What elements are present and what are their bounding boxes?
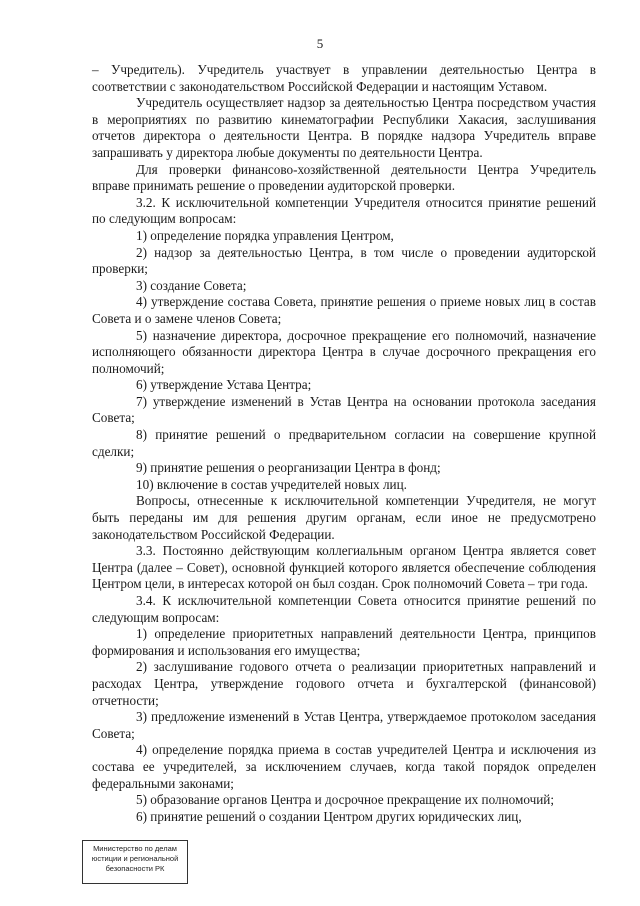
paragraph: – Учредитель). Учредитель участвует в управлении деятельностью Центра в соответствии с законодательством Российской Федерации и настоящим Уставом. (92, 62, 596, 94)
list-item: 6) утверждение Устава Центра; (136, 377, 312, 393)
ministry-stamp (82, 840, 188, 884)
list-item: 5) образование органов Центра и досрочное прекращение их полномочий; (136, 792, 554, 808)
list-item: 3) создание Совета; (136, 277, 247, 293)
list-item: 4) утверждение состава Совета, принятие решения о приеме новых лиц в состав Совета и о замене членов Совета; (92, 294, 596, 326)
list-item: 2) заслушивание годового отчета о реализации приоритетных направлений и расходах Центра, утверждение годового отчета и бухгалтерской (финансовой) отчетности; (92, 659, 596, 708)
paragraph: 3.4. К исключительной компетенции Совета относится принятие решений по следующим вопросам: (92, 593, 596, 625)
list-item: 10) включение в состав учредителей новых лиц. (136, 476, 407, 492)
document-body (92, 62, 596, 825)
list-item: 4) определение порядка приема в состав учредителей Центра и исключения из состава ее учредителей, за исключением случаев, когда такой порядок определен федеральными законами; (92, 742, 596, 791)
paragraph: Вопросы, отнесенные к исключительной компетенции Учредителя, не могут быть переданы им для решения другим органам, если иное не предусмотрено законодательством Российской Федерации. (92, 493, 596, 542)
paragraph: Учредитель осуществляет надзор за деятельностью Центра посредством участия в мероприятиях по развитию кинематографии Республики Хакасия, заслушивания отчетов директора о деятельности Центра. В порядке надзора Учредитель вправе запрашивать у директора любые документы по деятельности Центра. (92, 95, 596, 160)
paragraph: Для проверки финансово-хозяйственной деятельности Центра Учредитель вправе принимать решение о проведении аудиторской проверки. (92, 161, 596, 194)
list-item: 6) принятие решений о создании Центром других юридических лиц, (136, 808, 522, 824)
list-item: 1) определение приоритетных направлений деятельности Центра, принципов формирования и использования его имущества; (92, 626, 596, 658)
paragraph: 3.3. Постоянно действующим коллегиальным органом Центра является совет Центра (далее – Совет), основной функцией которого является обеспечение соблюдения Центром цели, в интересах которой он был создан. Срок полномочий Совета – три года. (92, 543, 596, 592)
list-item: 7) утверждение изменений в Устав Центра на основании протокола заседания Совета; (92, 393, 596, 426)
stamp-line: юстиции и региональной (91, 854, 179, 863)
list-item: 9) принятие решения о реорганизации Центра в фонд; (136, 460, 441, 476)
list-item: 8) принятие решений о предварительном согласии на совершение крупной сделки; (92, 427, 596, 459)
paragraph: 3.2. К исключительной компетенции Учредителя относится принятие решений по следующим вопросам: (92, 194, 596, 227)
list-item: 2) надзор за деятельностью Центра, в том числе о проведении аудиторской проверки; (92, 244, 596, 277)
list-item: 3) предложение изменений в Устав Центра, утверждаемое протоколом заседания Совета; (92, 709, 596, 741)
stamp-line: безопасности РК (105, 864, 165, 873)
stamp-line: Министерство по делам (93, 844, 177, 853)
list-item: 1) определение порядка управления Центром, (136, 227, 394, 243)
list-item: 5) назначение директора, досрочное прекращение его полномочий, назначение исполняющего обязанности директора Центра в случае досрочного прекращения его полномочий; (92, 327, 596, 376)
page-number: 5 (316, 36, 324, 51)
